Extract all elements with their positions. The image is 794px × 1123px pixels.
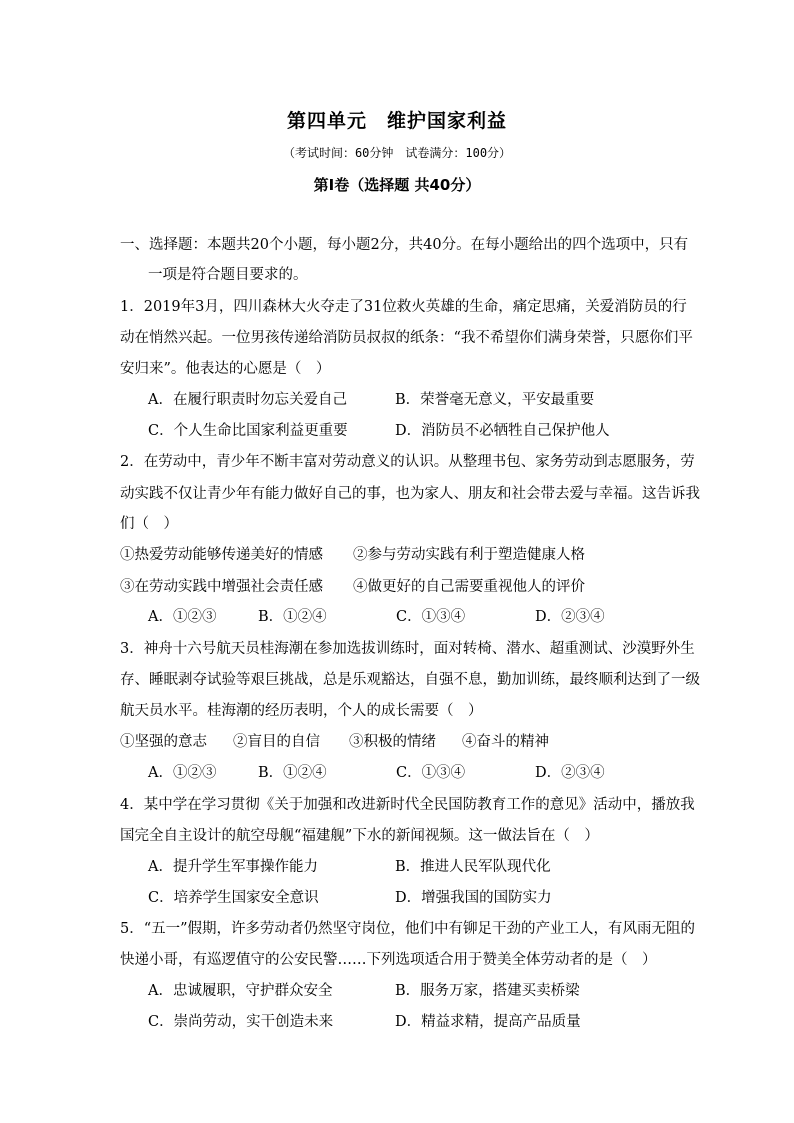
question-2-stem: 们（ ） (120, 516, 178, 532)
question-2-stem: 动实践不仅让青少年有能力做好自己的事，也为家人、朋友和社会带去爱与幸福。这告诉我 (120, 486, 700, 502)
question-1-option-b: B．荣誉毫无意义，平安最重要 (395, 392, 595, 408)
question-3-item-1: ①坚强的意志 (120, 734, 207, 750)
question-5-option-b: B．服务万家，搭建买卖桥梁 (395, 983, 580, 999)
question-4-option-d: D．增强我国的国防实力 (395, 890, 552, 906)
question-4-option-b: B．推进人民军队现代化 (395, 859, 551, 875)
question-3-option-d: D．②③④ (535, 765, 605, 781)
question-4-stem: 国完全自主设计的航空母舰“福建舰”下水的新闻视频。这一做法旨在（ ） (120, 828, 599, 844)
question-2-item-1: ①热爱劳动能够传递美好的情感 (120, 547, 323, 563)
question-2-option-a: A．①②③ (148, 609, 217, 625)
question-2-option-b: B．①②④ (258, 609, 327, 625)
question-3-stem: 3．神舟十六号航天员桂海潮在参加选拔训练时，面对转椅、潜水、超重测试、沙漠野外生 (120, 641, 695, 657)
question-5-option-c: C．崇尚劳动，实干创造未来 (148, 1014, 334, 1030)
question-5-option-a: A．忠诚履职，守护群众安全 (148, 983, 333, 999)
question-1-option-d: D．消防员不必牺牲自己保护他人 (395, 423, 610, 439)
question-1-stem: 安归来”。他表达的心愿是（ ） (120, 361, 331, 377)
question-1-stem: 1．2019年3月，四川森林大火夺走了31位救火英雄的生命，痛定思痛，关爱消防员的行 (120, 299, 687, 315)
exam-info: （考试时间：60分钟 试卷满分：100分） (282, 146, 512, 160)
question-3-stem: 存、睡眠剥夺试验等艰巨挑战，总是乐观豁达，自强不息，勤加训练，最终顺利达到了一级 (120, 672, 700, 688)
question-4-option-c: C．培养学生国家安全意识 (148, 890, 319, 906)
instructions-line: 一项是符合题目要求的。 (148, 267, 308, 283)
question-2-option-d: D．②③④ (535, 609, 605, 625)
question-3-stem: 航天员水平。桂海潮的经历表明，个人的成长需要（ ） (120, 703, 483, 719)
question-2-item-3: ③在劳动实践中增强社会责任感 (120, 579, 323, 595)
question-3-item-4: ④奋斗的精神 (462, 734, 549, 750)
question-2-item-4: ④做更好的自己需要重视他人的评价 (353, 579, 585, 595)
question-4-option-a: A．提升学生军事操作能力 (148, 859, 318, 875)
question-3-option-b: B．①②④ (258, 765, 327, 781)
question-2-item-2: ②参与劳动实践有利于塑造健康人格 (353, 547, 585, 563)
question-5-stem: 5．“五一”假期，许多劳动者仍然坚守岗位，他们中有铆足干劲的产业工人，有风雨无阻的 (120, 921, 696, 937)
question-5-option-d: D．精益求精，提高产品质量 (395, 1014, 581, 1030)
question-1-option-a: A．在履行职责时勿忘关爱自己 (148, 392, 347, 408)
question-3-item-3: ③积极的情绪 (349, 734, 436, 750)
question-2-option-c: C．①③④ (396, 609, 466, 625)
question-2-stem: 2．在劳动中，青少年不断丰富对劳动意义的认识。从整理书包、家务劳动到志愿服务，劳 (120, 454, 695, 470)
question-3-item-2: ②盲目的自信 (233, 734, 320, 750)
instructions-line: 一、选择题：本题共20个小题，每小题2分，共40分。在每小题给出的四个选项中，只有 (120, 237, 689, 253)
question-1-stem: 动在悄然兴起。一位男孩传递给消防员叔叔的纸条：“我不希望你们满身荣誉，只愿你们平 (120, 330, 693, 346)
question-4-stem: 4．某中学在学习贯彻《关于加强和改进新时代全民国防教育工作的意见》活动中，播放我 (120, 797, 695, 813)
section-heading: 第Ⅰ卷（选择题 共40分） (313, 176, 481, 194)
question-3-option-a: A．①②③ (148, 765, 217, 781)
question-5-stem: 快递小哥，有巡逻值守的公安民警……下列选项适合用于赞美全体劳动者的是（ ） (120, 952, 657, 968)
question-3-option-c: C．①③④ (396, 765, 466, 781)
page-title: 第四单元 维护国家利益 (286, 110, 507, 132)
question-1-option-c: C．个人生命比国家利益更重要 (148, 423, 348, 439)
